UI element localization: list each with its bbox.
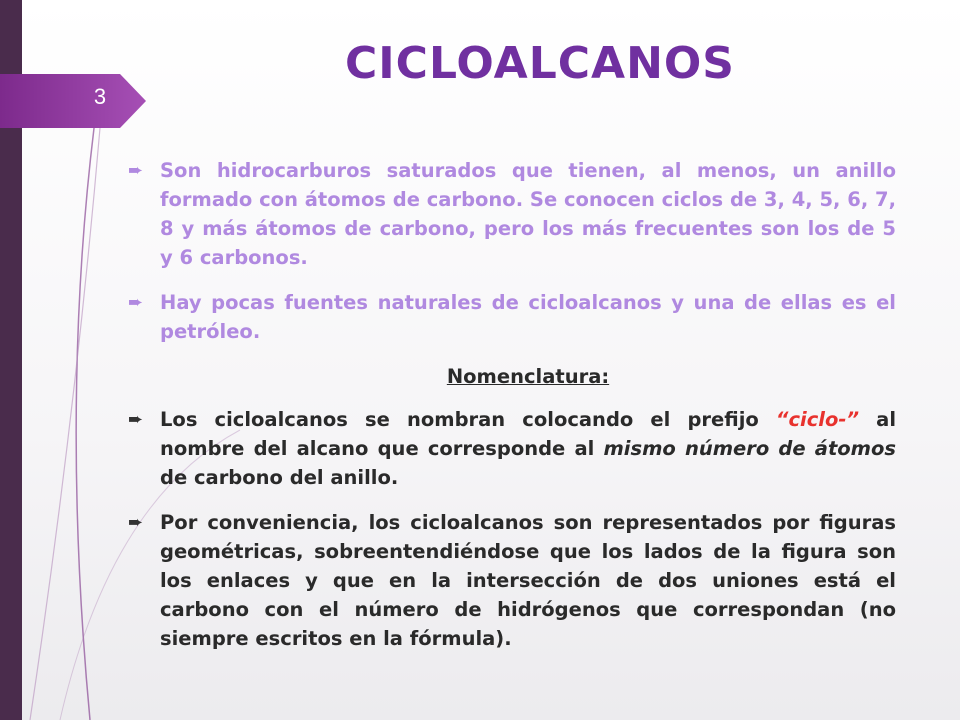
bullet-sources: [128, 288, 896, 346]
section-heading-nomenclatura: Nomenclatura:: [446, 365, 610, 388]
bullet-definition-text: Son hidrocarburos saturados que tienen, al menos, un anillo formado con átomos de carbono. Se conocen ciclos de 3, 4, 5, 6, 7, 8 y más átomos de carbono, pero los más frecuentes son los de 5 y 6 carbonos.: [160, 159, 896, 269]
bullet-naming: [128, 405, 896, 492]
open-quote: “: [775, 408, 789, 431]
bullet-naming-text-2: al nombre del alcano que corresponde al: [160, 408, 896, 460]
slide-content: [128, 156, 896, 669]
bullet-naming-text-1: Los cicloalcanos se nombran colocando el prefijo: [160, 408, 776, 431]
slide-title: CICLOALCANOS: [345, 38, 735, 89]
bullet-representation-text: Por conveniencia, los cicloalcanos son representados por figuras geométricas, sobreentendiéndose que los lados de la figura son los enlaces y que en la intersección de dos uniones está el carbono con el número de hidrógenos que correspondan (no siempre escritos en la fórmula).: [160, 511, 896, 650]
bullet-definition: [128, 156, 896, 272]
slide-number-tab: [0, 74, 146, 128]
bullet-naming-italic: mismo número de átomos: [603, 437, 896, 460]
close-quote: ”: [846, 408, 860, 431]
arrow-right-icon: ➨: [128, 512, 144, 533]
arrow-right-icon: ➨: [128, 160, 144, 181]
slide-number: 3: [93, 84, 107, 109]
bullet-representation: [128, 508, 896, 653]
bullet-sources-text: Hay pocas fuentes naturales de cicloalcanos y una de ellas es el petróleo.: [160, 291, 896, 343]
prefix-ciclo: ciclo-: [788, 408, 847, 431]
arrow-right-icon: ➨: [128, 409, 144, 430]
bullet-naming-text-3: de carbono del anillo.: [160, 466, 399, 489]
arrow-right-icon: ➨: [128, 292, 144, 313]
